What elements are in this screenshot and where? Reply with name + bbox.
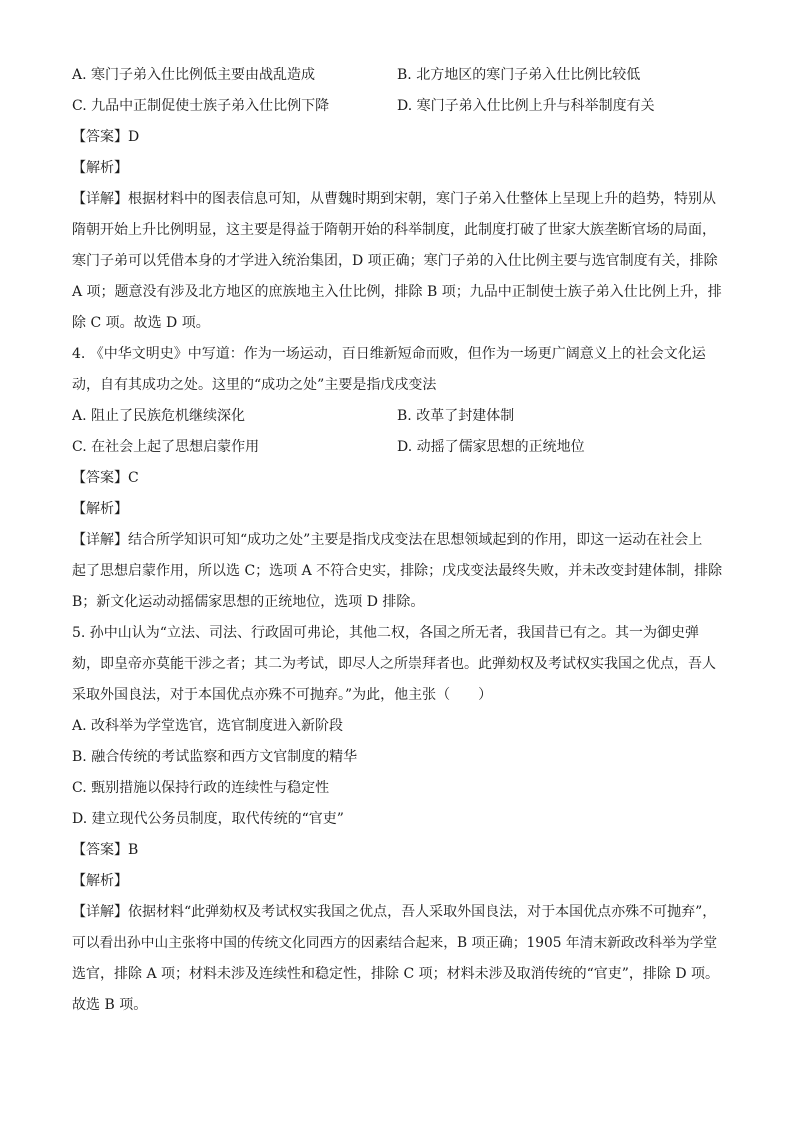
q4-detail-line-3: B；新文化运动动摇儒家思想的正统地位，选项 D 排除。	[72, 594, 425, 610]
q5-stem-line-1: 5. 孙中山认为“立法、司法、行政固可弗论，其他二权，各国之所无者，我国昔已有之。其一为御史弹	[72, 625, 699, 641]
q4-stem-line-1: 4. 《中华文明史》中写道：作为一场运动，百日维新短命而败，但作为一场更广阔意义上的社会文化运	[72, 346, 706, 362]
q5-detail-line-4: 故选 B 项。	[72, 997, 148, 1013]
q4-stem-line-2: 动，自有其成功之处。这里的“成功之处”主要是指戊戌变法	[72, 377, 437, 393]
q3-answer: 【答案】D	[72, 129, 140, 145]
q5-answer: 【答案】B	[72, 842, 139, 858]
q4-option-c[interactable]: C. 在社会上起了思想启蒙作用	[72, 439, 260, 455]
q5-analysis-label: 【解析】	[72, 873, 128, 889]
q4-option-a[interactable]: A. 阻止了民族危机继续深化	[72, 408, 246, 424]
q5-stem-line-3: 采取外国良法，对于本国优点亦殊不可抛弃。”为此，他主张（ ）	[72, 687, 493, 703]
q3-detail-line-2: 隋朝开始上升比例明显，这主要是得益于隋朝开始的科举制度，此制度打破了世家大族垄断官场的局面，	[72, 222, 716, 238]
q5-option-b[interactable]: B. 融合传统的考试监察和西方文官制度的精华	[72, 749, 358, 765]
q3-options-row-1	[72, 60, 724, 91]
q3-detail-line-5: 除 C 项。故选 D 项。	[72, 315, 210, 331]
q4-analysis-label: 【解析】	[72, 501, 128, 517]
exam-page	[72, 60, 724, 1021]
q3-analysis-label: 【解析】	[72, 160, 128, 176]
q4-options-row-2	[72, 432, 724, 463]
q4-detail-line-2: 起了思想启蒙作用，所以选 C；选项 A 不符合史实，排除；戊戌变法最终失败，并未改变封建体制，排除	[72, 563, 723, 579]
q5-stem-line-2: 劾，即皇帝亦莫能干涉之者；其二为考试，即尽人之所崇拜者也。此弹劾权及考试权实我国之优点，吾人	[72, 656, 716, 672]
q3-detail-line-1: 【详解】根据材料中的图表信息可知，从曹魏时期到宋朝，寒门子弟入仕整体上呈现上升的趋势，特别从	[72, 191, 716, 207]
q4-options-row-1	[72, 401, 724, 432]
q3-options-row-2	[72, 91, 724, 122]
q5-detail-line-1: 【详解】依据材料“此弹劾权及考试权实我国之优点，吾人采取外国良法，对于本国优点亦殊不可抛弃”，	[72, 904, 717, 920]
q4-option-b[interactable]: B. 改革了封建体制	[397, 408, 515, 424]
q5-option-d[interactable]: D. 建立现代公务员制度，取代传统的“官吏”	[72, 811, 344, 827]
q3-option-a[interactable]: A. 寒门子弟入仕比例低主要由战乱造成	[72, 67, 316, 83]
q3-detail-line-4: A 项；题意没有涉及北方地区的庶族地主入仕比例，排除 B 项；九品中正制使士族子弟入仕比例上升，排	[72, 284, 722, 300]
q4-detail-line-1: 【详解】结合所学知识可知“成功之处”主要是指戊戌变法在思想领域起到的作用，即这一运动在社会上	[72, 532, 703, 548]
q4-answer: 【答案】C	[72, 470, 139, 486]
q5-option-c[interactable]: C. 甄别措施以保持行政的连续性与稳定性	[72, 780, 330, 796]
q3-option-b[interactable]: B. 北方地区的寒门子弟入仕比例比较低	[397, 67, 641, 83]
q3-detail-line-3: 寒门子弟可以凭借本身的才学进入统治集团，D 项正确；寒门子弟的入仕比例主要与选官制度有关，排除	[72, 253, 718, 269]
q5-option-a[interactable]: A. 改科举为学堂选官，选官制度进入新阶段	[72, 718, 344, 734]
q5-detail-line-2: 可以看出孙中山主张将中国的传统文化同西方的因素结合起来，B 项正确；1905 年清末新政改科举为学堂	[72, 935, 718, 951]
q3-option-d[interactable]: D. 寒门子弟入仕比例上升与科举制度有关	[397, 98, 655, 114]
q4-option-d[interactable]: D. 动摇了儒家思想的正统地位	[397, 439, 585, 455]
q3-option-c[interactable]: C. 九品中正制促使士族子弟入仕比例下降	[72, 98, 330, 114]
q5-detail-line-3: 选官，排除 A 项；材料未涉及连续性和稳定性，排除 C 项；材料未涉及取消传统的“官吏”，排除 D 项。	[72, 966, 720, 982]
